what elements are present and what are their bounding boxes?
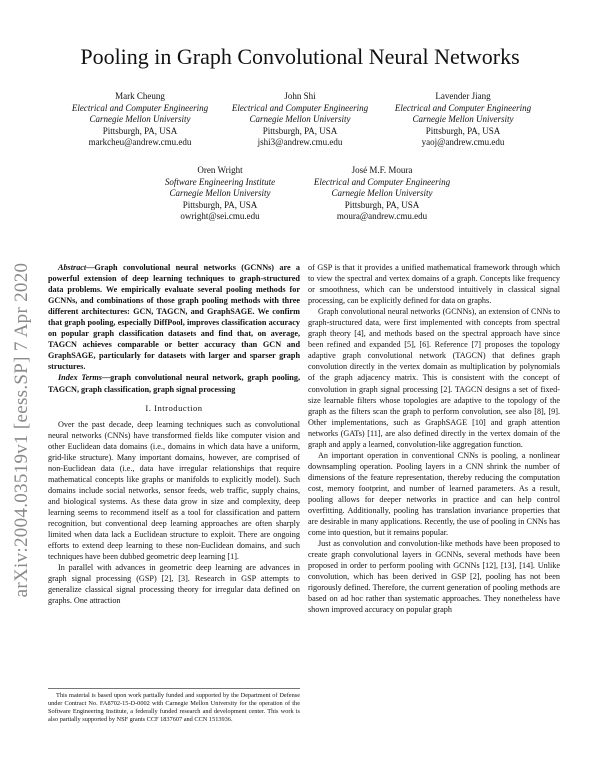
author-department: Electrical and Computer Engineering — [313, 176, 451, 187]
author-location: Pittsburgh, PA, USA — [262, 125, 338, 136]
author-block-5 — [302, 165, 462, 223]
author-institution: Carnegie Mellon University — [249, 114, 351, 124]
paragraph: Just as convolution and convolution-like methods have been proposed to create graph convolutional layers in GCNNs, several methods have been proposed in order to perform pooling with GCNNs [12], [13], [14]. Unlike convolution, which has been derived in GSP [2], pooling has not been rigorously defined. Therefore, the current generation of pooling methods are based on ad hoc rather than systematic approaches. They nonetheless have shown improved accuracy on popular graph — [308, 539, 560, 615]
author-location: Pittsburgh, PA, USA — [102, 125, 178, 136]
paragraph: of GSP is that it provides a unified mathematical framework through which to view the spectral and vertex domains of a graph. Concepts like frequency or smoothness, which can be understood intuitively in classical signal processing, can be explicitly defined for data on graphs. — [308, 263, 560, 306]
section-heading: I. Introduction — [145, 402, 203, 413]
author-name: Lavender Jiang — [435, 91, 491, 101]
paragraph: Graph convolutional neural networks (GCNNs), an extension of CNNs to graph-structured data, were first implemented with concepts from spectral graph theory [4], and methods based on the spectral approach have since been refined and expanded [5], [6]. Reference [7] proposes the topology adaptive graph convolutional network (TAGCN) that defines graph convolution directly in the vertex domain as multiplication by polynomials of the graph adjacency matrix. This is consistent with the concept of convolution in graph signal processing [2]. TAGCN designs a set of fixed-size learnable filters whose topologies are adaptive to the topology of the graph as the filters scan the graph to perform convolution, see also [8], [9]. Other implementations, such as GraphSAGE [10] and graph attention networks (GATs) [11], are also defined directly in the vertex domain of the graph and apply a learned, convolution-like aggregation function. — [308, 307, 560, 449]
author-email: yaoj@andrew.cmu.edu — [421, 137, 505, 147]
paragraph: Over the past decade, deep learning techniques such as convolutional neural networks (CNNs) have transformed fields like computer vision and other Euclidean data domains (i.e., domains in which data have a uniform, grid-like structure). Many important domains, however, are comprised of non-Euclidean data (i.e., data have irregular relationships that require mathematical concepts like graphs or manifolds to explicitly model). Such domains include social networks, sensor feeds, web traffic, supply chains, and biological systems. As these data grow in size and complexity, deep learning seems to recommend itself as a tool for classification and pattern recognition, but conventional deep learning approaches are often sharply limited when data lack a Euclidean structure to exploit. There are ongoing efforts to extend deep learning to these non-Euclidean domains, and such techniques have been dubbed geometric deep learning [1]. — [48, 419, 300, 562]
author-email: owright@sei.cmu.edu — [180, 211, 260, 221]
author-institution: Carnegie Mellon University — [169, 188, 271, 198]
author-department: Electrical and Computer Engineering — [71, 102, 209, 113]
abstract-text: —Graph convolutional neural networks (GCNNs) are a powerful extension of deep learning techniques to graph-structured data problems. We empirically evaluate several pooling methods for GCNNs, and combinations of those graph pooling methods with three different architectures: GCN, TAGCN, and GraphSAGE. We confirm that graph pooling, especially DiffPool, improves classification accuracy on popular graph classification datasets and find that, on average, TAGCN achieves comparable or better accuracy than GCN and GraphSAGE, particularly for datasets with larger and sparser graph structures. — [48, 263, 300, 372]
abstract — [48, 262, 300, 372]
author-institution: Carnegie Mellon University — [412, 114, 514, 124]
arxiv-id: arXiv:2004.03519v1 [eess.SP] 7 Apr 2020 — [11, 262, 32, 598]
left-column — [48, 262, 300, 606]
author-name: Oren Wright — [197, 165, 243, 175]
author-name: José M.F. Moura — [351, 165, 413, 175]
author-location: Pittsburgh, PA, USA — [425, 125, 501, 136]
author-block-4 — [140, 165, 300, 223]
author-email: moura@andrew.cmu.edu — [336, 211, 428, 221]
author-location: Pittsburgh, PA, USA — [182, 199, 258, 210]
author-department: Electrical and Computer Engineering — [394, 102, 532, 113]
paragraph: An important operation in conventional CNNs is pooling, a nonlinear downsampling operation. Pooling layers in a CNN shrink the number of dimensions of the feature representation, thereby reducing the computation cost, memory footprint, and number of learned parameters. As a result, pooling allows for deeper networks in practice and can help control overfitting. Additionally, pooling has translation invariance properties that are desirable in many applications. Recently, the use of pooling in CNNs has come into question, but it remains popular. — [308, 450, 560, 538]
right-column — [308, 262, 560, 616]
index-terms-label: Index Terms — [58, 373, 102, 383]
author-name: John Shi — [284, 91, 316, 101]
author-block-3 — [383, 91, 543, 149]
author-email: markcheu@andrew.cmu.edu — [88, 137, 192, 147]
author-location: Pittsburgh, PA, USA — [344, 199, 420, 210]
paragraph: In parallel with advances in geometric deep learning are advances in graph signal processing (GSP) [2], [3]. Research in GSP attempts to generalize classical signal processing theory for irregular data defined on graphs. One attraction — [48, 563, 300, 606]
author-email: jshi3@andrew.cmu.edu — [257, 137, 343, 147]
author-department: Software Engineering Institute — [164, 176, 276, 187]
author-name: Mark Cheung — [115, 91, 165, 101]
author-institution: Carnegie Mellon University — [89, 114, 191, 124]
footnote — [48, 688, 300, 724]
index-terms — [48, 372, 300, 394]
author-block-2 — [220, 91, 380, 149]
footnote-text: This material is based upon work partially funded and supported by the Department of Defense under Contract No. FA8702-15-D-0002 with Carnegie Mellon University for the operation of the Software Engineering Institute, a federally funded research and development center. This work is also partially supported by NSF grants CCF 1837607 and CCN 1513936. — [48, 692, 300, 723]
author-block-1 — [60, 91, 220, 149]
paper-title: Pooling in Graph Convolutional Neural Networks — [80, 44, 520, 69]
author-institution: Carnegie Mellon University — [331, 188, 433, 198]
index-terms-text: —graph convolutional neural network, graph pooling, TAGCN, graph classification, graph signal processing — [48, 373, 300, 394]
abstract-label: Abstract — [58, 263, 87, 272]
author-department: Electrical and Computer Engineering — [231, 102, 369, 113]
